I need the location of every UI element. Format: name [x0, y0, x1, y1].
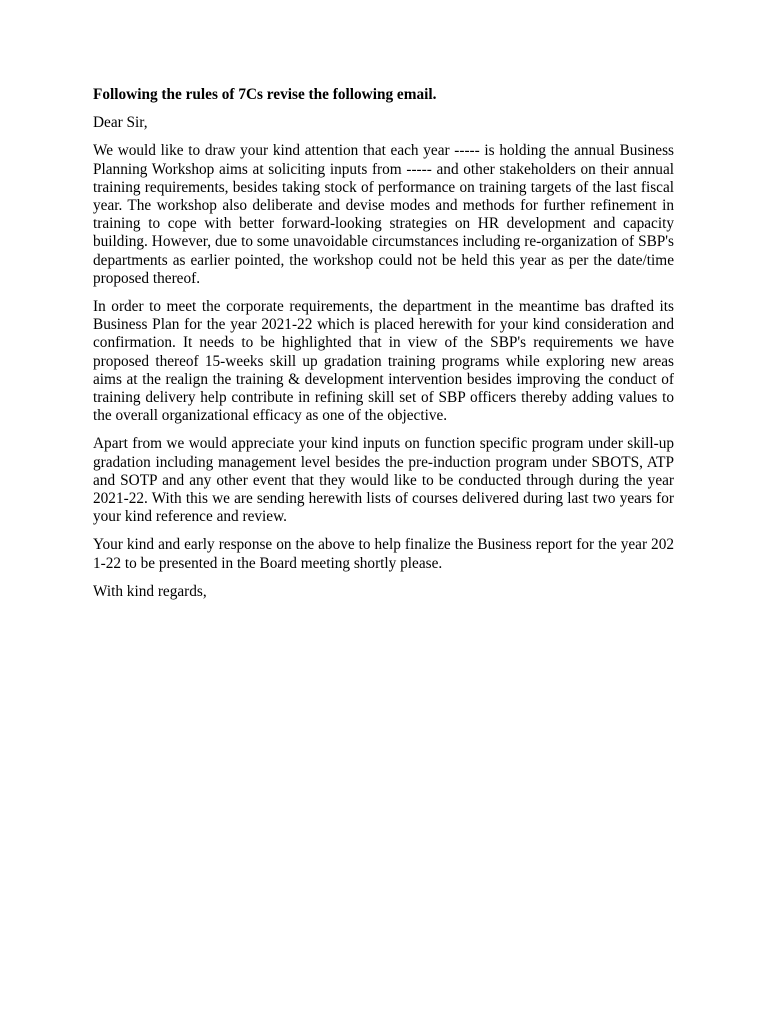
email-paragraph-3: Apart from we would appreciate your kind inputs on function specific program under skill-up gradation including management level besides the pre-induction program under SBOTS, ATP and SOTP and any other event that they would like to be conducted through during the year 2021-22. With this we are sending herewith lists of courses delivered during last two years for your kind reference and review.: [93, 435, 674, 526]
document-page: [93, 86, 674, 601]
email-paragraph-4: Your kind and early response on the above to help finalize the Business report for the year 202 1-22 to be presented in the Board meeting shortly please.: [93, 536, 674, 572]
email-closing: With kind regards,: [93, 582, 207, 600]
email-salutation: Dear Sir,: [93, 114, 148, 132]
document-heading: Following the rules of 7Cs revise the following email.: [93, 86, 437, 103]
email-paragraph-2: In order to meet the corporate requirements, the department in the meantime bas drafted its Business Plan for the year 2021-22 which is placed herewith for your kind consideration and confirmation. It needs to be highlighted that in view of the SBP's requirements we have proposed thereof 15-weeks skill up gradation training programs while exploring new areas aims at the realign the training & development intervention besides improving the conduct of training delivery help contribute in refining skill set of SBP officers thereby adding values to the overall organizational efficacy as one of the objective.: [93, 298, 674, 425]
email-paragraph-1: We would like to draw your kind attention that each year ----- is holding the annual Business Planning Workshop aims at soliciting inputs from ----- and other stakeholders on their annual training requirements, besides taking stock of performance on training targets of the last fiscal year. The workshop also deliberate and devise modes and methods for further refinement in training to cope with better forward-looking strategies on HR development and capacity building. However, due to some unavoidable circumstances including re-organization of SBP's departments as earlier pointed, the workshop could not be held this year as per the date/time proposed thereof.: [93, 142, 674, 287]
